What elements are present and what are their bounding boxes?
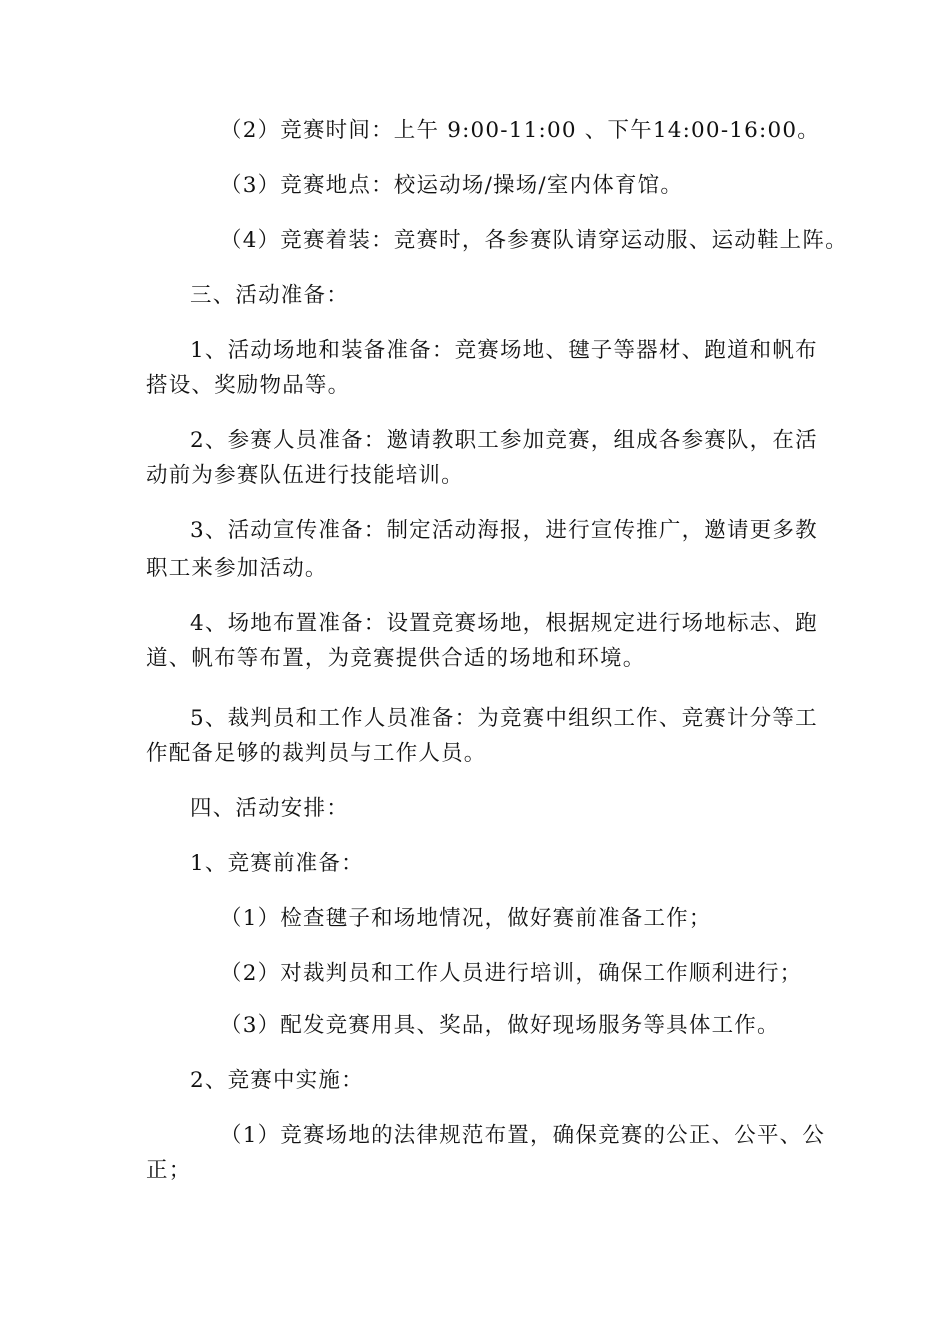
section-heading: 四、活动安排： [190, 796, 349, 821]
text-line: 4、场地布置准备：设置竞赛场地，根据规定进行场地标志、跑 [190, 611, 818, 636]
text-line: 1、竞赛前准备： [190, 851, 364, 876]
text-line: （2）竞赛时间：上午 9:00-11:00 、下午14:00-16:00。 [220, 118, 820, 143]
text-line: 正； [146, 1158, 192, 1183]
text-line: （3）竞赛地点：校运动场/操场/室内体育馆。 [220, 173, 684, 198]
text-line: 5、裁判员和工作人员准备：为竞赛中组织工作、竞赛计分等工 [190, 706, 818, 731]
text-line: 2、参赛人员准备：邀请教职工参加竞赛，组成各参赛队，在活 [190, 428, 818, 453]
section-heading: 三、活动准备： [190, 283, 349, 308]
text-line: （3）配发竞赛用具、奖品，做好现场服务等具体工作。 [220, 1013, 780, 1038]
text-line: 搭设、奖励物品等。 [146, 373, 351, 398]
text-line: 2、竞赛中实施： [190, 1068, 364, 1093]
text-line: 1、活动场地和装备准备：竞赛场地、毽子等器材、跑道和帆布 [190, 338, 818, 363]
text-line: 道、帆布等布置，为竞赛提供合适的场地和环境。 [146, 646, 646, 671]
text-line: 动前为参赛队伍进行技能培训。 [146, 463, 464, 488]
text-line: 作配备足够的裁判员与工作人员。 [146, 741, 487, 766]
text-line: （4）竞赛着装：竞赛时，各参赛队请穿运动服、运动鞋上阵。 [220, 228, 848, 253]
text-line: （1）竞赛场地的法律规范布置，确保竞赛的公正、公平、公 [220, 1123, 826, 1148]
text-line: （2）对裁判员和工作人员进行培训，确保工作顺利进行； [220, 961, 803, 986]
text-line: （1）检查毽子和场地情况，做好赛前准备工作； [220, 906, 712, 931]
text-line: 3、活动宣传准备：制定活动海报，进行宣传推广，邀请更多教 [190, 518, 818, 543]
text-line: 职工来参加活动。 [146, 556, 328, 581]
